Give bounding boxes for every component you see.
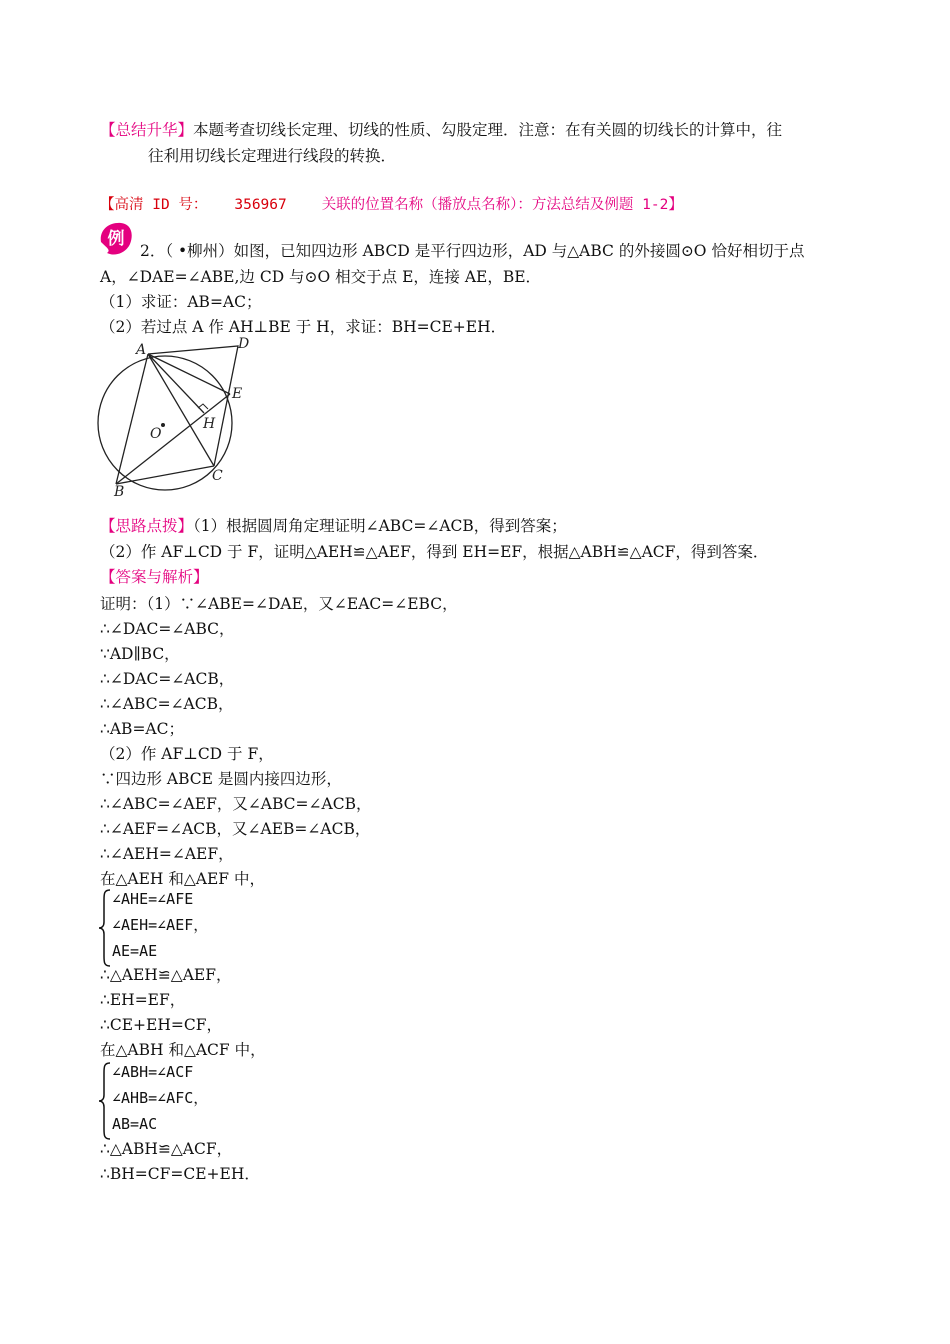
hd-label: 【高清 ID 号： xyxy=(100,197,208,213)
hd-link-title[interactable]: 关联的位置名称（播放点名称）：方法总结及例题 1-2】 xyxy=(321,197,683,213)
left-brace-icon xyxy=(98,888,112,968)
hint-line-1: （1）根据圆周角定理证明∠ABC=∠ACB，得到答案； xyxy=(193,517,567,535)
hint-line-2: （2）作 AF⊥CD 于 F，证明△AEH≌△AEF，得到 EH=EF，根据△ABH≌△ACF，得到答案． xyxy=(100,543,769,561)
hint-tag: 【思路点拨】 xyxy=(100,517,194,535)
proof-line: ∴∠ABC=∠ACB， xyxy=(100,695,234,713)
proof-line: （2）作 AF⊥CD 于 F， xyxy=(100,745,274,763)
answer-block-2 xyxy=(100,963,266,1063)
question-1: （1）求证：AB=AC； xyxy=(100,293,262,311)
proof-line: ∴∠DAC=∠ACB， xyxy=(100,670,235,688)
hd-id: 356967 xyxy=(234,197,287,213)
proof-line: ∴CE+EH=CF， xyxy=(100,1016,222,1034)
label-e: E xyxy=(232,386,243,402)
system-1-row: ∠AHE=∠AFE xyxy=(112,890,194,908)
answer-block-1 xyxy=(100,592,458,892)
proof-line: ∴AB=AC； xyxy=(100,720,184,738)
proof-line: ∵AD∥BC， xyxy=(100,645,180,663)
system-1-row: AE=AE xyxy=(112,942,158,960)
hd-link-line[interactable] xyxy=(100,194,683,215)
example-badge-icon xyxy=(97,220,135,258)
label-c: C xyxy=(212,468,223,484)
system-2-row: AB=AC xyxy=(112,1115,158,1133)
geometry-figure xyxy=(92,336,262,500)
answer-tag: 【答案与解析】 xyxy=(100,568,209,586)
proof-line: ∴BH=CF=CE+EH． xyxy=(100,1165,260,1183)
label-a: A xyxy=(136,342,147,358)
proof-line: ∴∠AEF=∠ACB，又∠AEB=∠ACB， xyxy=(100,820,371,838)
congruence-system-2 xyxy=(112,1059,208,1137)
label-b: B xyxy=(114,484,125,500)
label-h: H xyxy=(203,416,216,432)
system-2-row: ∠ABH=∠ACF xyxy=(112,1063,194,1081)
congruence-system-1 xyxy=(112,886,208,964)
label-o: O xyxy=(150,426,162,442)
summary-line-2: 往利用切线长定理进行线段的转换． xyxy=(148,147,397,165)
proof-line: ∴EH=EF， xyxy=(100,991,186,1009)
system-2-row: ∠AHB=∠AFC， xyxy=(112,1089,209,1107)
proof-line: 证明：（1）∵∠ABE=∠DAE，又∠EAC=∠EBC， xyxy=(100,595,458,613)
proof-line: ∴△AEH≌△AEF， xyxy=(100,966,232,984)
label-d: D xyxy=(238,336,250,352)
left-brace-icon xyxy=(98,1061,112,1141)
example-line-1: 2．（ •柳州）如图，已知四边形 ABCD 是平行四边形，AD 与△ABC 的外接圆⊙O 恰好相切于点 xyxy=(140,242,805,260)
proof-line: ∵四边形 ABCE 是圆内接四边形， xyxy=(100,770,342,788)
summary-tag: 【总结升华】 xyxy=(100,121,194,139)
answer-block-3 xyxy=(100,1137,260,1187)
center-point xyxy=(161,423,165,427)
example-badge-text: 例 xyxy=(107,229,125,249)
system-1-row: ∠AEH=∠AEF， xyxy=(112,916,209,934)
example-line-2: A，∠DAE=∠ABE,边 CD 与⊙O 相交于点 E，连接 AE，BE． xyxy=(100,268,542,286)
proof-line: ∴△ABH≌△ACF， xyxy=(100,1140,233,1158)
proof-line: ∴∠DAC=∠ABC， xyxy=(100,620,235,638)
hint-paragraph xyxy=(100,516,567,536)
proof-line: ∴∠AEH=∠AEF， xyxy=(100,845,234,863)
summary-paragraph xyxy=(100,120,782,140)
summary-line-1: 本题考查切线长定理、切线的性质、勾股定理．注意：在有关圆的切线长的计算中，往 xyxy=(193,121,783,139)
proof-line: 在△ABH 和△ACF 中， xyxy=(100,1041,266,1059)
proof-line: ∴∠ABC=∠AEF，又∠ABC=∠ACB， xyxy=(100,795,372,813)
proof-line: 在△AEH 和△AEF 中， xyxy=(100,870,265,888)
question-2: （2）若过点 A 作 AH⊥BE 于 H，求证：BH=CE+EH． xyxy=(100,318,507,336)
